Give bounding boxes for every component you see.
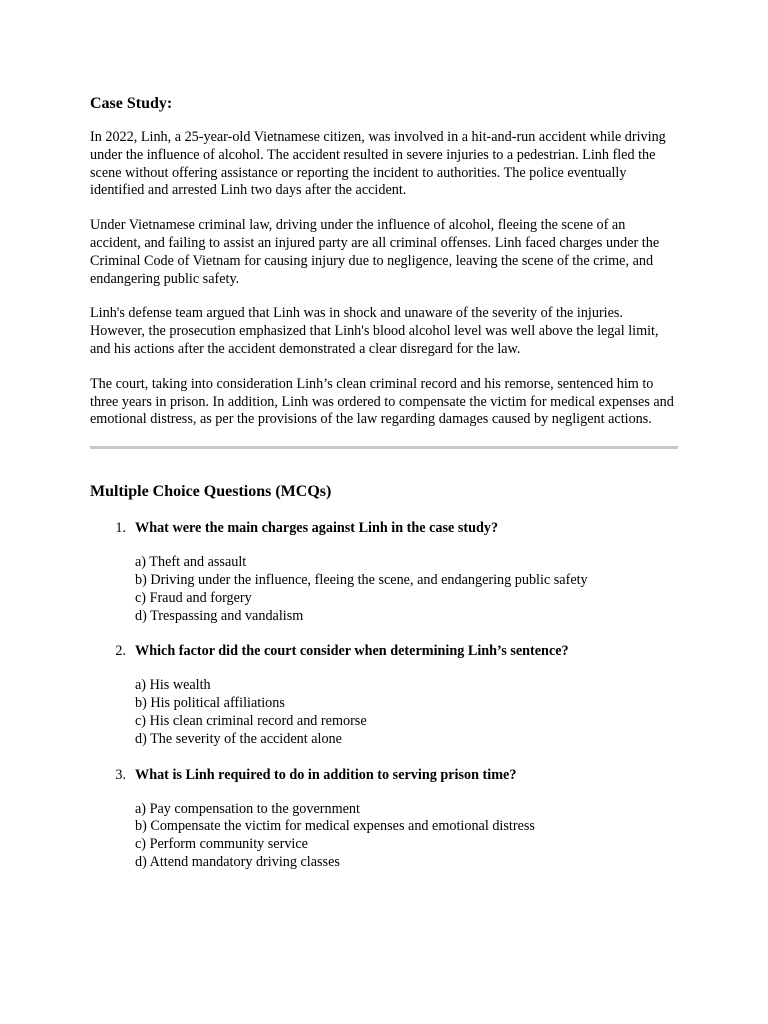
option-a: a) His wealth <box>135 677 211 694</box>
option-d: d) Trespassing and vandalism <box>135 607 304 624</box>
case-paragraph-3: Linh's defense team argued that Linh was in shock and unaware of the severity of the injuries. However, the prosecution emphasized that Linh's blood alcohol level was well above the legal limit, and his actions after the accident demonstrated a clear disregard for the law. <box>90 305 659 357</box>
section-divider <box>90 446 678 449</box>
option-c: c) Fraud and forgery <box>135 589 252 606</box>
option-a: a) Theft and assault <box>135 554 247 571</box>
option-b: b) Driving under the influence, fleeing the scene, and endangering public safety <box>135 571 588 588</box>
question-1 <box>90 519 678 625</box>
case-paragraph-1: In 2022, Linh, a 25-year-old Vietnamese citizen, was involved in a hit-and-run accident while driving under the influence of alcohol. The accident resulted in severe injuries to a pedestrian. Linh fled the scene without offering assistance or reporting the incident to authorities. The police eventually identified and arrested Linh two days after the accident. <box>90 129 666 199</box>
option-d: d) Attend mandatory driving classes <box>135 853 340 870</box>
question-2 <box>90 642 678 748</box>
question-text: What is Linh required to do in addition to serving prison time? <box>135 766 517 783</box>
option-b: b) Compensate the victim for medical expenses and emotional distress <box>135 818 535 835</box>
question-number: 2. <box>115 643 126 660</box>
option-d: d) The severity of the accident alone <box>135 730 342 747</box>
question-text: What were the main charges against Linh in the case study? <box>135 520 499 537</box>
case-paragraph-4: The court, taking into consideration Linh’s clean criminal record and his remorse, sentenced him to three years in prison. In addition, Linh was ordered to compensate the victim for medical expenses and emotional distress, as per the provisions of the law regarding damages caused by negligent actions. <box>90 375 674 428</box>
option-c: c) Perform community service <box>135 836 308 853</box>
question-number: 1. <box>115 520 126 537</box>
mcq-title: Multiple Choice Questions (MCQs) <box>90 483 332 501</box>
options-list <box>135 801 678 872</box>
question-number: 3. <box>115 766 126 783</box>
question-text: Which factor did the court consider when determining Linh’s sentence? <box>135 643 569 660</box>
options-list <box>135 554 678 625</box>
case-paragraph-2: Under Vietnamese criminal law, driving under the influence of alcohol, fleeing the scene of an accident, and failing to assist an injured party are all criminal offenses. Linh faced charges under the Criminal Code of Vietnam for causing injury due to negligence, leaving the scene of the crime, and endangering public safety. <box>90 217 660 287</box>
option-b: b) His political affiliations <box>135 695 285 712</box>
question-3 <box>90 766 678 872</box>
case-study-title: Case Study: <box>90 95 173 112</box>
options-list <box>135 677 678 748</box>
option-c: c) His clean criminal record and remorse <box>135 712 367 729</box>
option-a: a) Pay compensation to the government <box>135 800 360 817</box>
